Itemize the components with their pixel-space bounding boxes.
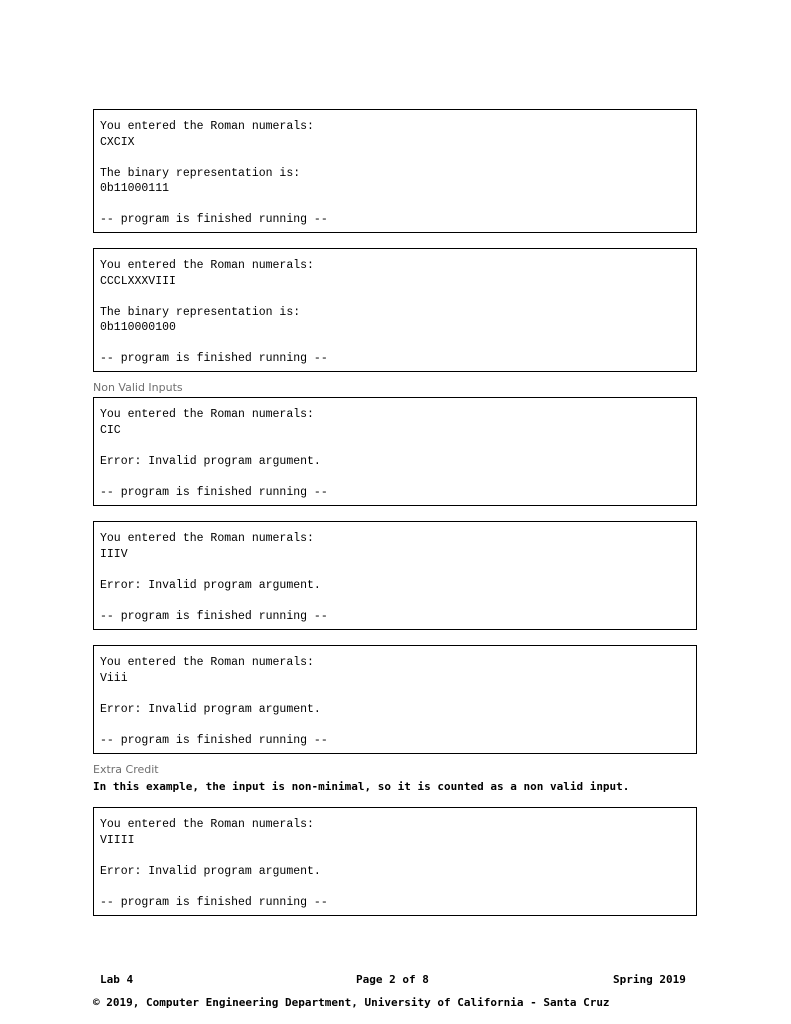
output-line: -- program is finished running -- xyxy=(100,485,328,499)
output-line: 0b11000111 xyxy=(100,182,170,195)
console-output-box xyxy=(93,248,697,372)
output-line: VIIII xyxy=(100,833,135,847)
output-line: IIIV xyxy=(100,547,128,561)
output-line: Error: Invalid program argument. xyxy=(100,702,321,716)
output-line: Viii xyxy=(100,671,128,685)
output-line: -- program is finished running -- xyxy=(100,609,328,623)
output-line: 0b110000100 xyxy=(100,321,176,334)
output-line xyxy=(100,686,690,702)
output-line xyxy=(100,848,690,864)
output-line: The binary representation is: xyxy=(100,305,301,319)
output-line: You entered the Roman numerals: xyxy=(100,656,314,669)
footer-copyright: © 2019, Computer Engineering Department, University of California - Santa Cruz xyxy=(93,996,610,1009)
output-line: CXCIX xyxy=(100,135,135,149)
output-line xyxy=(100,289,690,305)
output-line xyxy=(100,197,690,213)
section-label-extra-credit: Extra Credit xyxy=(93,763,159,776)
output-line: You entered the Roman numerals: xyxy=(100,818,314,831)
console-output-box xyxy=(93,397,697,506)
output-line xyxy=(100,469,690,485)
console-output-box xyxy=(93,645,697,754)
console-output-box xyxy=(93,521,697,630)
output-line: You entered the Roman numerals: xyxy=(100,532,314,545)
footer-left: Lab 4 xyxy=(100,973,134,986)
output-line: The binary representation is: xyxy=(100,166,301,180)
output-line: -- program is finished running -- xyxy=(100,352,328,365)
output-line: CCCLXXXVIII xyxy=(100,274,176,288)
console-output-box xyxy=(93,109,697,233)
output-line xyxy=(100,879,690,895)
output-line xyxy=(100,593,690,609)
output-line: -- program is finished running -- xyxy=(100,213,328,226)
output-line xyxy=(100,562,690,578)
output-line: You entered the Roman numerals: xyxy=(100,259,314,272)
output-line xyxy=(100,336,690,352)
output-line xyxy=(100,717,690,733)
output-line: You entered the Roman numerals: xyxy=(100,120,314,133)
output-line: -- program is finished running -- xyxy=(100,733,328,747)
section-label-non-valid: Non Valid Inputs xyxy=(93,381,183,394)
output-line: CIC xyxy=(100,423,121,437)
output-line: You entered the Roman numerals: xyxy=(100,408,314,421)
footer-right: Spring 2019 xyxy=(613,973,686,986)
footer-page-number: Page 2 of 8 xyxy=(356,973,429,986)
output-line xyxy=(100,438,690,454)
console-output-box xyxy=(93,807,697,916)
output-line xyxy=(100,150,690,166)
output-line: -- program is finished running -- xyxy=(100,895,328,909)
output-line: Error: Invalid program argument. xyxy=(100,864,321,878)
extra-credit-note: In this example, the input is non-minimal, so it is counted as a non valid input. xyxy=(93,780,630,793)
output-line: Error: Invalid program argument. xyxy=(100,578,321,592)
output-line: Error: Invalid program argument. xyxy=(100,454,321,468)
